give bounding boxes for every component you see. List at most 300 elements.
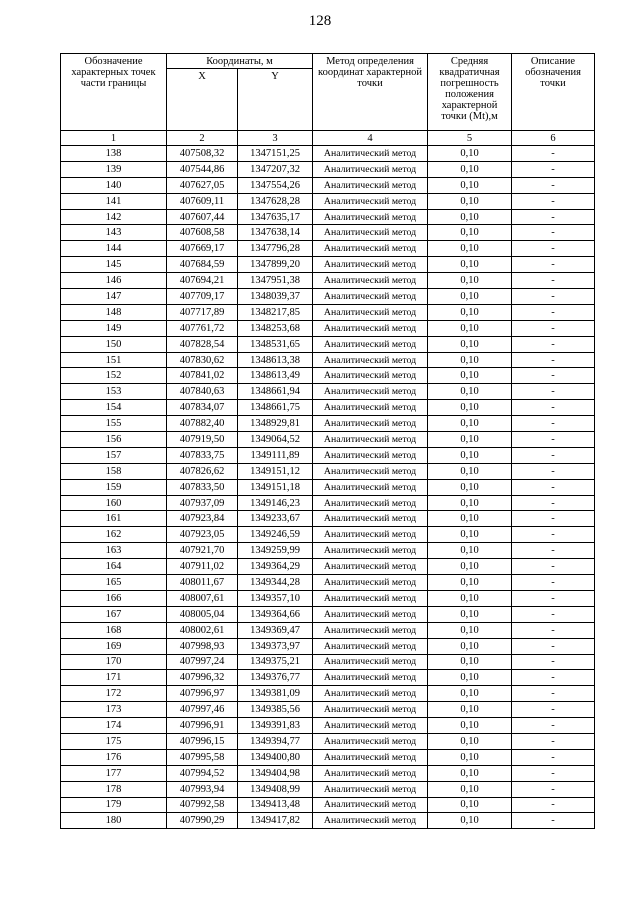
y-coordinate-cell: 1349385,56: [238, 702, 313, 718]
x-coordinate-cell: 408007,61: [167, 590, 238, 606]
point-id-cell: 162: [61, 527, 167, 543]
error-cell: 0,10: [428, 432, 512, 448]
error-cell: 0,10: [428, 702, 512, 718]
point-id-cell: 160: [61, 495, 167, 511]
table-row: [61, 336, 595, 352]
point-id-cell: 144: [61, 241, 167, 257]
y-coordinate-cell: 1348929,81: [238, 416, 313, 432]
header-method: Метод определения координат характерной точки: [313, 54, 428, 131]
error-cell: 0,10: [428, 161, 512, 177]
y-coordinate-cell: 1349111,89: [238, 447, 313, 463]
table-row: [61, 781, 595, 797]
column-number-row: [61, 131, 595, 146]
y-coordinate-cell: 1349364,29: [238, 559, 313, 575]
x-coordinate-cell: 407923,05: [167, 527, 238, 543]
error-cell: 0,10: [428, 447, 512, 463]
method-cell: Аналитический метод: [313, 733, 428, 749]
table-row: [61, 606, 595, 622]
column-number: 4: [313, 131, 428, 146]
page-number: 128: [308, 13, 332, 29]
error-cell: 0,10: [428, 765, 512, 781]
description-cell: -: [512, 813, 595, 829]
x-coordinate-cell: 407996,32: [167, 670, 238, 686]
method-cell: Аналитический метод: [313, 241, 428, 257]
point-id-cell: 167: [61, 606, 167, 622]
x-coordinate-cell: 407607,44: [167, 209, 238, 225]
point-id-cell: 153: [61, 384, 167, 400]
table-row: [61, 527, 595, 543]
description-cell: -: [512, 702, 595, 718]
method-cell: Аналитический метод: [313, 590, 428, 606]
y-coordinate-cell: 1349246,59: [238, 527, 313, 543]
y-coordinate-cell: 1349357,10: [238, 590, 313, 606]
error-cell: 0,10: [428, 177, 512, 193]
x-coordinate-cell: 407717,89: [167, 304, 238, 320]
description-cell: -: [512, 273, 595, 289]
point-id-cell: 157: [61, 447, 167, 463]
point-id-cell: 172: [61, 686, 167, 702]
table-row: [61, 575, 595, 591]
x-coordinate-cell: 407995,58: [167, 749, 238, 765]
table-row: [61, 400, 595, 416]
method-cell: Аналитический метод: [313, 781, 428, 797]
table-row: [61, 161, 595, 177]
method-cell: Аналитический метод: [313, 527, 428, 543]
x-coordinate-cell: 407996,15: [167, 733, 238, 749]
method-cell: Аналитический метод: [313, 432, 428, 448]
description-cell: -: [512, 495, 595, 511]
method-cell: Аналитический метод: [313, 273, 428, 289]
description-cell: -: [512, 241, 595, 257]
x-coordinate-cell: 407684,59: [167, 257, 238, 273]
description-cell: -: [512, 447, 595, 463]
y-coordinate-cell: 1348613,49: [238, 368, 313, 384]
y-coordinate-cell: 1349417,82: [238, 813, 313, 829]
point-id-cell: 140: [61, 177, 167, 193]
table-row: [61, 416, 595, 432]
method-cell: Аналитический метод: [313, 193, 428, 209]
method-cell: Аналитический метод: [313, 225, 428, 241]
error-cell: 0,10: [428, 384, 512, 400]
y-coordinate-cell: 1349413,48: [238, 797, 313, 813]
table-row: [61, 193, 595, 209]
x-coordinate-cell: 407921,70: [167, 543, 238, 559]
description-cell: -: [512, 781, 595, 797]
table-row: [61, 384, 595, 400]
method-cell: Аналитический метод: [313, 638, 428, 654]
point-id-cell: 171: [61, 670, 167, 686]
error-cell: 0,10: [428, 352, 512, 368]
point-id-cell: 176: [61, 749, 167, 765]
header-point: Обозначение характерных точек части границы: [61, 54, 167, 131]
column-number: 2: [167, 131, 238, 146]
x-coordinate-cell: 407669,17: [167, 241, 238, 257]
error-cell: 0,10: [428, 320, 512, 336]
error-cell: 0,10: [428, 733, 512, 749]
error-cell: 0,10: [428, 193, 512, 209]
description-cell: -: [512, 670, 595, 686]
point-id-cell: 178: [61, 781, 167, 797]
y-coordinate-cell: 1347796,28: [238, 241, 313, 257]
table-body: [61, 146, 595, 829]
y-coordinate-cell: 1348661,75: [238, 400, 313, 416]
table-row: [61, 447, 595, 463]
method-cell: Аналитический метод: [313, 670, 428, 686]
error-cell: 0,10: [428, 273, 512, 289]
point-id-cell: 177: [61, 765, 167, 781]
table-row: [61, 559, 595, 575]
method-cell: Аналитический метод: [313, 765, 428, 781]
description-cell: -: [512, 336, 595, 352]
point-id-cell: 146: [61, 273, 167, 289]
method-cell: Аналитический метод: [313, 320, 428, 336]
y-coordinate-cell: 1347554,26: [238, 177, 313, 193]
error-cell: 0,10: [428, 257, 512, 273]
table-row: [61, 432, 595, 448]
point-id-cell: 173: [61, 702, 167, 718]
table-row: [61, 352, 595, 368]
y-coordinate-cell: 1349373,97: [238, 638, 313, 654]
description-cell: -: [512, 257, 595, 273]
point-id-cell: 168: [61, 622, 167, 638]
error-cell: 0,10: [428, 813, 512, 829]
point-id-cell: 148: [61, 304, 167, 320]
description-cell: -: [512, 320, 595, 336]
description-cell: -: [512, 368, 595, 384]
description-cell: -: [512, 638, 595, 654]
table-row: [61, 177, 595, 193]
table-row: [61, 320, 595, 336]
y-coordinate-cell: 1349151,12: [238, 463, 313, 479]
point-id-cell: 170: [61, 654, 167, 670]
error-cell: 0,10: [428, 400, 512, 416]
x-coordinate-cell: 407923,84: [167, 511, 238, 527]
x-coordinate-cell: 408005,04: [167, 606, 238, 622]
column-number: 5: [428, 131, 512, 146]
table-row: [61, 670, 595, 686]
point-id-cell: 143: [61, 225, 167, 241]
header-coords: Координаты, м: [167, 54, 313, 69]
y-coordinate-cell: 1349391,83: [238, 718, 313, 734]
error-cell: 0,10: [428, 241, 512, 257]
description-cell: -: [512, 304, 595, 320]
table-row: [61, 638, 595, 654]
x-coordinate-cell: 407992,58: [167, 797, 238, 813]
error-cell: 0,10: [428, 527, 512, 543]
error-cell: 0,10: [428, 479, 512, 495]
description-cell: -: [512, 543, 595, 559]
x-coordinate-cell: 407609,11: [167, 193, 238, 209]
method-cell: Аналитический метод: [313, 813, 428, 829]
table-row: [61, 543, 595, 559]
column-number: 6: [512, 131, 595, 146]
y-coordinate-cell: 1347207,32: [238, 161, 313, 177]
method-cell: Аналитический метод: [313, 209, 428, 225]
x-coordinate-cell: 407544,86: [167, 161, 238, 177]
y-coordinate-cell: 1347151,25: [238, 146, 313, 162]
error-cell: 0,10: [428, 590, 512, 606]
error-cell: 0,10: [428, 225, 512, 241]
point-id-cell: 164: [61, 559, 167, 575]
method-cell: Аналитический метод: [313, 575, 428, 591]
table-row: [61, 590, 595, 606]
table-row: [61, 225, 595, 241]
method-cell: Аналитический метод: [313, 749, 428, 765]
description-cell: -: [512, 686, 595, 702]
y-coordinate-cell: 1347899,20: [238, 257, 313, 273]
y-coordinate-cell: 1349233,67: [238, 511, 313, 527]
error-cell: 0,10: [428, 718, 512, 734]
method-cell: Аналитический метод: [313, 352, 428, 368]
error-cell: 0,10: [428, 606, 512, 622]
x-coordinate-cell: 407627,05: [167, 177, 238, 193]
table-row: [61, 289, 595, 305]
table-row: [61, 749, 595, 765]
description-cell: -: [512, 225, 595, 241]
error-cell: 0,10: [428, 289, 512, 305]
error-cell: 0,10: [428, 146, 512, 162]
header-y: Y: [238, 69, 313, 131]
table-row: [61, 813, 595, 829]
error-cell: 0,10: [428, 495, 512, 511]
table-row: [61, 368, 595, 384]
description-cell: -: [512, 400, 595, 416]
description-cell: -: [512, 749, 595, 765]
method-cell: Аналитический метод: [313, 177, 428, 193]
point-id-cell: 180: [61, 813, 167, 829]
method-cell: Аналитический метод: [313, 304, 428, 320]
table-row: [61, 479, 595, 495]
table-row: [61, 241, 595, 257]
method-cell: Аналитический метод: [313, 146, 428, 162]
error-cell: 0,10: [428, 304, 512, 320]
x-coordinate-cell: 407608,58: [167, 225, 238, 241]
error-cell: 0,10: [428, 336, 512, 352]
description-cell: -: [512, 622, 595, 638]
error-cell: 0,10: [428, 209, 512, 225]
point-id-cell: 151: [61, 352, 167, 368]
description-cell: -: [512, 559, 595, 575]
point-id-cell: 175: [61, 733, 167, 749]
column-number: 3: [238, 131, 313, 146]
point-id-cell: 150: [61, 336, 167, 352]
point-id-cell: 139: [61, 161, 167, 177]
description-cell: -: [512, 146, 595, 162]
description-cell: -: [512, 511, 595, 527]
x-coordinate-cell: 407882,40: [167, 416, 238, 432]
description-cell: -: [512, 654, 595, 670]
point-id-cell: 156: [61, 432, 167, 448]
error-cell: 0,10: [428, 559, 512, 575]
method-cell: Аналитический метод: [313, 400, 428, 416]
point-id-cell: 161: [61, 511, 167, 527]
x-coordinate-cell: 408002,61: [167, 622, 238, 638]
x-coordinate-cell: 407840,63: [167, 384, 238, 400]
error-cell: 0,10: [428, 368, 512, 384]
method-cell: Аналитический метод: [313, 416, 428, 432]
point-id-cell: 138: [61, 146, 167, 162]
table-row: [61, 686, 595, 702]
error-cell: 0,10: [428, 543, 512, 559]
y-coordinate-cell: 1349408,99: [238, 781, 313, 797]
x-coordinate-cell: 407761,72: [167, 320, 238, 336]
header-description: Описание обозначения точки: [512, 54, 595, 131]
error-cell: 0,10: [428, 670, 512, 686]
y-coordinate-cell: 1347638,14: [238, 225, 313, 241]
description-cell: -: [512, 432, 595, 448]
method-cell: Аналитический метод: [313, 797, 428, 813]
header-error: Средняя квадратичная погрешность положения характерной точки (Mt),м: [428, 54, 512, 131]
x-coordinate-cell: 407990,29: [167, 813, 238, 829]
y-coordinate-cell: 1349400,80: [238, 749, 313, 765]
table-row: [61, 511, 595, 527]
x-coordinate-cell: 407997,24: [167, 654, 238, 670]
table-row: [61, 765, 595, 781]
y-coordinate-cell: 1348039,37: [238, 289, 313, 305]
point-id-cell: 165: [61, 575, 167, 591]
y-coordinate-cell: 1348217,85: [238, 304, 313, 320]
error-cell: 0,10: [428, 511, 512, 527]
error-cell: 0,10: [428, 749, 512, 765]
y-coordinate-cell: 1348531,65: [238, 336, 313, 352]
coordinates-table: [60, 53, 595, 829]
x-coordinate-cell: 407996,97: [167, 686, 238, 702]
x-coordinate-cell: 407994,52: [167, 765, 238, 781]
y-coordinate-cell: 1349369,47: [238, 622, 313, 638]
x-coordinate-cell: 407911,02: [167, 559, 238, 575]
table-row: [61, 273, 595, 289]
method-cell: Аналитический метод: [313, 718, 428, 734]
method-cell: Аналитический метод: [313, 559, 428, 575]
description-cell: -: [512, 209, 595, 225]
description-cell: -: [512, 193, 595, 209]
method-cell: Аналитический метод: [313, 368, 428, 384]
x-coordinate-cell: 408011,67: [167, 575, 238, 591]
y-coordinate-cell: 1349376,77: [238, 670, 313, 686]
error-cell: 0,10: [428, 638, 512, 654]
point-id-cell: 141: [61, 193, 167, 209]
x-coordinate-cell: 407508,32: [167, 146, 238, 162]
y-coordinate-cell: 1349404,98: [238, 765, 313, 781]
table-row: [61, 718, 595, 734]
method-cell: Аналитический метод: [313, 495, 428, 511]
description-cell: -: [512, 161, 595, 177]
method-cell: Аналитический метод: [313, 257, 428, 273]
method-cell: Аналитический метод: [313, 654, 428, 670]
description-cell: -: [512, 718, 595, 734]
point-id-cell: 149: [61, 320, 167, 336]
point-id-cell: 145: [61, 257, 167, 273]
point-id-cell: 154: [61, 400, 167, 416]
y-coordinate-cell: 1349364,66: [238, 606, 313, 622]
error-cell: 0,10: [428, 686, 512, 702]
table-row: [61, 733, 595, 749]
point-id-cell: 169: [61, 638, 167, 654]
y-coordinate-cell: 1349394,77: [238, 733, 313, 749]
x-coordinate-cell: 407841,02: [167, 368, 238, 384]
y-coordinate-cell: 1347951,38: [238, 273, 313, 289]
table-row: [61, 146, 595, 162]
y-coordinate-cell: 1349151,18: [238, 479, 313, 495]
description-cell: -: [512, 177, 595, 193]
header-x: X: [167, 69, 238, 131]
description-cell: -: [512, 479, 595, 495]
error-cell: 0,10: [428, 622, 512, 638]
x-coordinate-cell: 407828,54: [167, 336, 238, 352]
error-cell: 0,10: [428, 781, 512, 797]
x-coordinate-cell: 407826,62: [167, 463, 238, 479]
x-coordinate-cell: 407709,17: [167, 289, 238, 305]
y-coordinate-cell: 1349375,21: [238, 654, 313, 670]
method-cell: Аналитический метод: [313, 686, 428, 702]
description-cell: -: [512, 797, 595, 813]
description-cell: -: [512, 733, 595, 749]
method-cell: Аналитический метод: [313, 447, 428, 463]
description-cell: -: [512, 384, 595, 400]
method-cell: Аналитический метод: [313, 606, 428, 622]
y-coordinate-cell: 1348253,68: [238, 320, 313, 336]
y-coordinate-cell: 1349259,99: [238, 543, 313, 559]
method-cell: Аналитический метод: [313, 479, 428, 495]
point-id-cell: 158: [61, 463, 167, 479]
method-cell: Аналитический метод: [313, 543, 428, 559]
table-row: [61, 495, 595, 511]
table-row: [61, 304, 595, 320]
x-coordinate-cell: 407937,09: [167, 495, 238, 511]
description-cell: -: [512, 590, 595, 606]
method-cell: Аналитический метод: [313, 161, 428, 177]
point-id-cell: 159: [61, 479, 167, 495]
x-coordinate-cell: 407834,07: [167, 400, 238, 416]
y-coordinate-cell: 1348661,94: [238, 384, 313, 400]
y-coordinate-cell: 1348613,38: [238, 352, 313, 368]
error-cell: 0,10: [428, 463, 512, 479]
method-cell: Аналитический метод: [313, 463, 428, 479]
method-cell: Аналитический метод: [313, 336, 428, 352]
table-row: [61, 654, 595, 670]
y-coordinate-cell: 1349064,52: [238, 432, 313, 448]
error-cell: 0,10: [428, 797, 512, 813]
description-cell: -: [512, 352, 595, 368]
point-id-cell: 142: [61, 209, 167, 225]
table-row: [61, 702, 595, 718]
method-cell: Аналитический метод: [313, 384, 428, 400]
point-id-cell: 155: [61, 416, 167, 432]
point-id-cell: 179: [61, 797, 167, 813]
point-id-cell: 163: [61, 543, 167, 559]
point-id-cell: 174: [61, 718, 167, 734]
table-row: [61, 257, 595, 273]
x-coordinate-cell: 407919,50: [167, 432, 238, 448]
x-coordinate-cell: 407833,50: [167, 479, 238, 495]
point-id-cell: 152: [61, 368, 167, 384]
method-cell: Аналитический метод: [313, 702, 428, 718]
table-row: [61, 463, 595, 479]
error-cell: 0,10: [428, 654, 512, 670]
error-cell: 0,10: [428, 575, 512, 591]
x-coordinate-cell: 407694,21: [167, 273, 238, 289]
table-row: [61, 622, 595, 638]
x-coordinate-cell: 407998,93: [167, 638, 238, 654]
description-cell: -: [512, 765, 595, 781]
y-coordinate-cell: 1349146,23: [238, 495, 313, 511]
point-id-cell: 147: [61, 289, 167, 305]
method-cell: Аналитический метод: [313, 289, 428, 305]
table-row: [61, 209, 595, 225]
description-cell: -: [512, 575, 595, 591]
x-coordinate-cell: 407993,94: [167, 781, 238, 797]
x-coordinate-cell: 407996,91: [167, 718, 238, 734]
